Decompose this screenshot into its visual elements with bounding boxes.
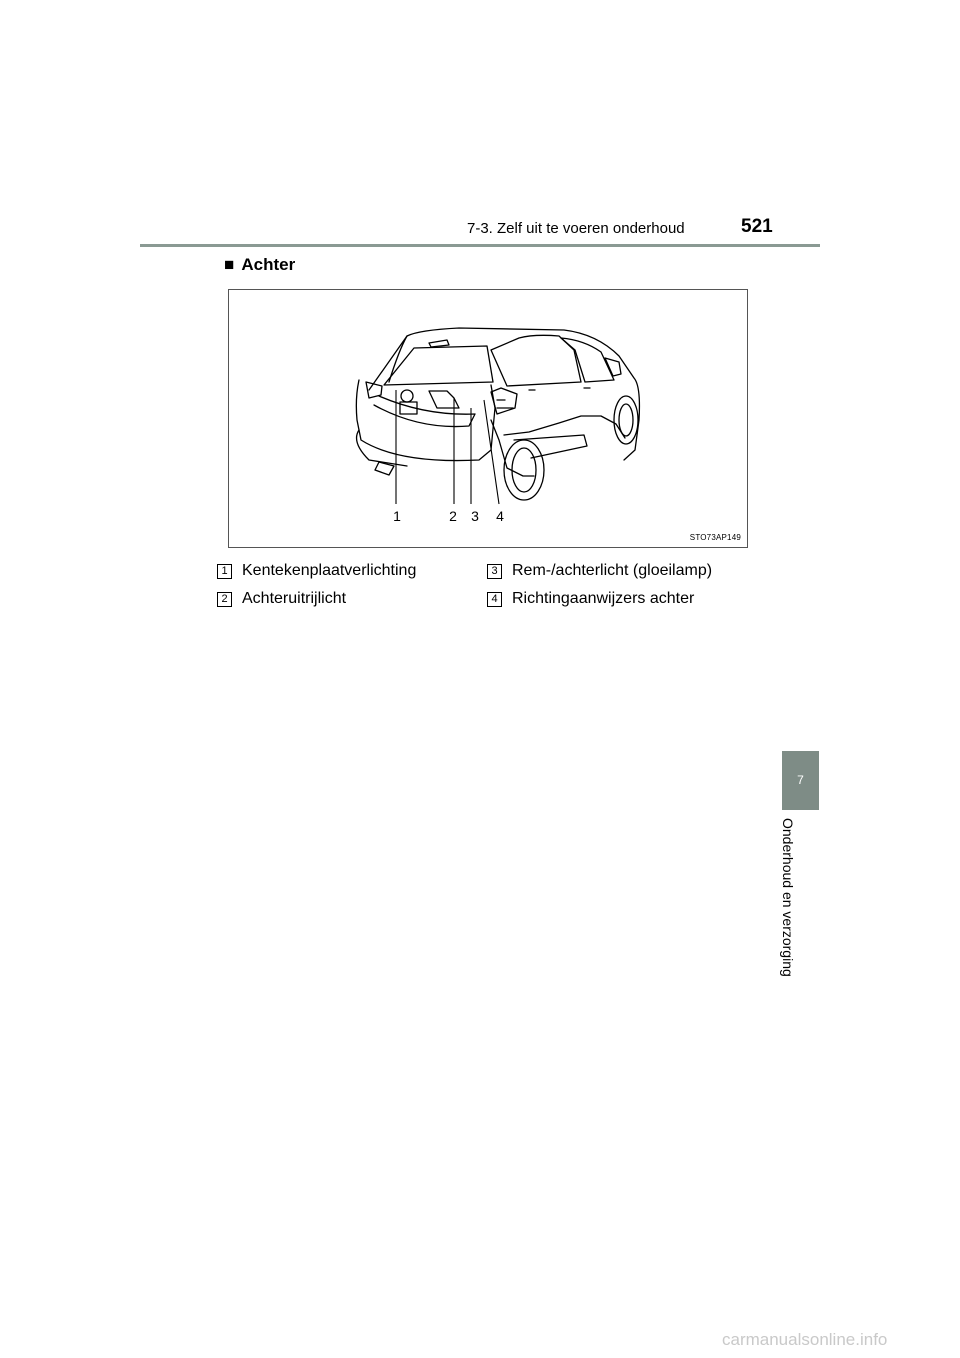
rear-lights-figure (228, 289, 748, 548)
legend-label: Achteruitrijlicht (242, 590, 347, 607)
legend-number: 3 (487, 564, 502, 579)
figure-callouts (393, 508, 504, 524)
legend-number: 1 (217, 564, 232, 579)
header-rule (140, 244, 820, 247)
legend-label: Rem-/achterlicht (gloeilamp) (512, 562, 713, 579)
legend-label: Kentekenplaatverlichting (242, 562, 417, 579)
section-title: Achter (241, 255, 296, 274)
legend-item-4 (487, 590, 694, 608)
chapter-tab[interactable] (782, 751, 819, 810)
header-section-title: 7-3. Zelf uit te voeren onderhoud (467, 220, 685, 237)
legend-item-1 (217, 562, 416, 580)
chapter-label: Onderhoud en verzorging (780, 818, 796, 977)
callout-4: 4 (496, 508, 504, 524)
figure-code: STO73AP149 (689, 533, 741, 542)
car-rear-illustration (229, 290, 749, 549)
legend-label: Richtingaanwijzers achter (512, 590, 695, 607)
legend-number: 2 (217, 592, 232, 607)
callout-2: 2 (449, 508, 457, 524)
callout-3: 3 (471, 508, 479, 524)
legend-item-3 (487, 562, 712, 580)
watermark: carmanualsonline.info (722, 1330, 888, 1349)
legend-number: 4 (487, 592, 502, 607)
chapter-number: 7 (797, 773, 804, 787)
page-number: 521 (741, 216, 773, 237)
callout-1: 1 (393, 508, 401, 524)
section-heading (224, 255, 295, 275)
legend-item-2 (217, 590, 346, 608)
square-bullet-icon: ■ (224, 255, 235, 274)
